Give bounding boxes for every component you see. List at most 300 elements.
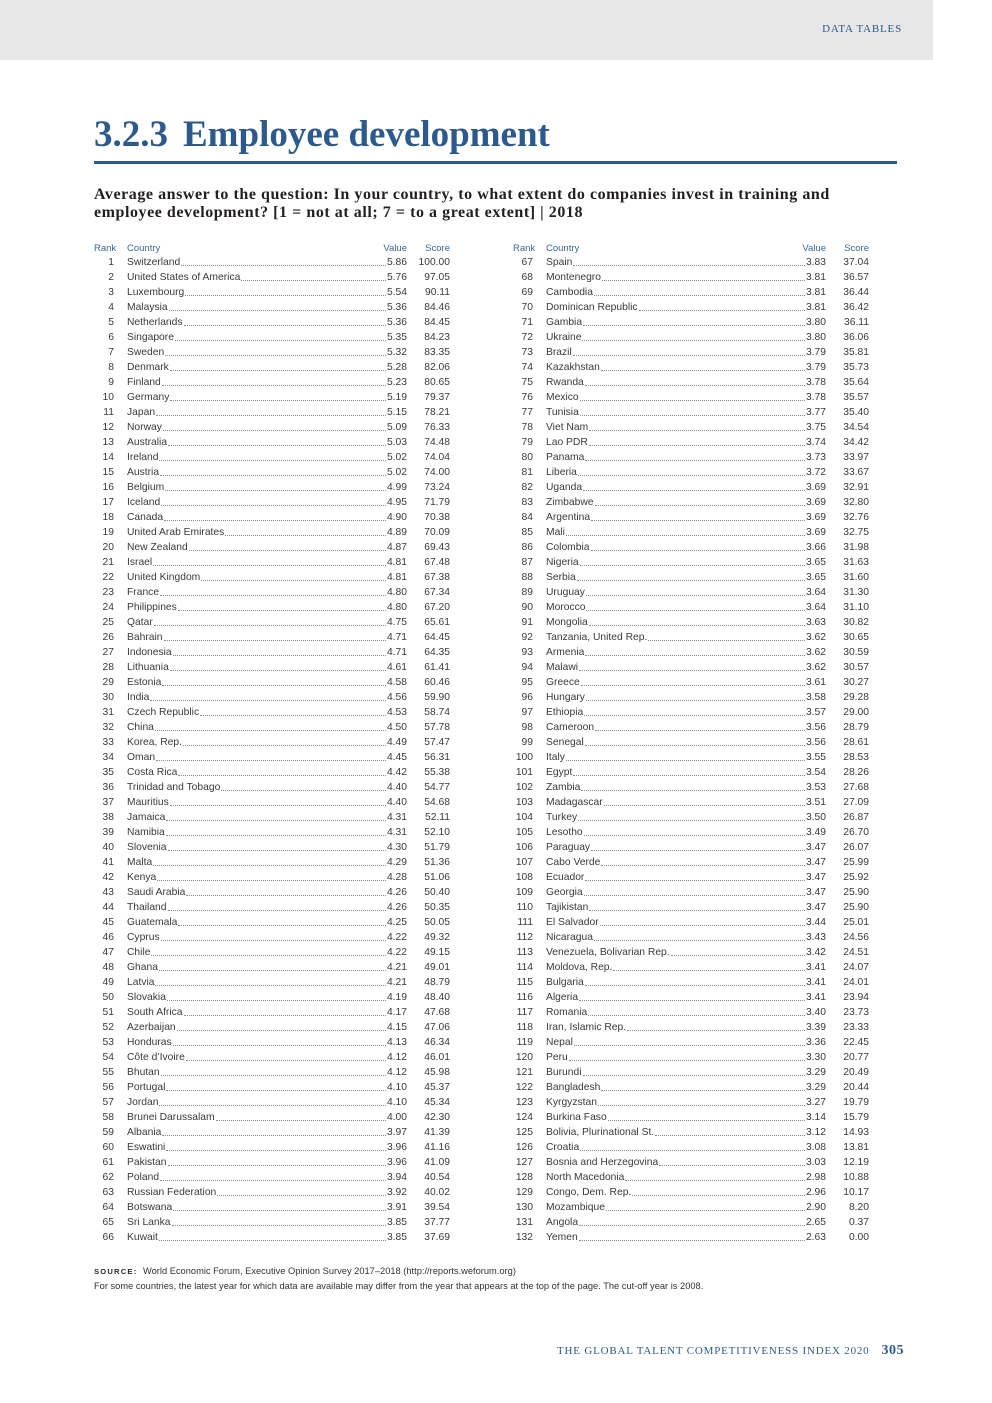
country-cell: Brazil [546,347,572,358]
value-cell: 3.47 [805,902,826,913]
country-value-group [127,1050,407,1065]
dot-leader [601,1090,805,1091]
country-value-group [546,285,826,300]
dot-leader [225,535,386,536]
country-cell: United Arab Emirates [127,527,225,538]
value-cell: 4.25 [386,917,407,928]
rank-cell: 54 [102,1052,114,1063]
rank-cell: 119 [516,1037,533,1048]
table-row [94,780,450,795]
score-cell: 50.05 [424,917,450,928]
rank-cell: 108 [515,872,533,883]
rank-cell: 30 [102,692,114,703]
score-cell: 48.79 [424,977,450,988]
value-cell: 3.51 [805,797,826,808]
value-cell: 3.54 [805,767,826,778]
dot-leader [602,280,805,281]
value-cell: 3.66 [805,542,826,553]
country-value-group [127,1065,407,1080]
rank-cell: 99 [521,737,533,748]
rank-cell: 71 [521,317,533,328]
country-cell: Rwanda [546,377,584,388]
value-cell: 3.03 [805,1157,826,1168]
country-value-group [127,885,407,900]
subtitle-line-2: employee development? [1 = not at all; 7 = to a great extent] | 2018 [94,204,583,221]
country-cell: Malaysia [127,302,168,313]
dot-leader [153,565,386,566]
table-row [513,1065,869,1080]
table-row [94,1230,450,1245]
value-cell: 4.71 [386,632,407,643]
table-row [513,405,869,420]
dot-leader [585,385,805,386]
score-cell: 30.57 [843,662,869,673]
dot-leader [168,445,386,446]
value-cell: 4.13 [386,1037,407,1048]
country-value-group [546,870,826,885]
rank-cell: 74 [521,362,533,373]
table-row [513,1035,869,1050]
country-value-group [546,900,826,915]
country-value-group [546,345,826,360]
dot-leader [608,1120,805,1121]
dot-leader [159,970,386,971]
dot-leader [166,1150,386,1151]
value-cell: 3.29 [805,1067,826,1078]
value-cell: 5.28 [386,362,407,373]
country-value-group [546,255,826,270]
value-cell: 4.90 [386,512,407,523]
table-row [513,375,869,390]
dot-leader [580,565,805,566]
country-cell: Canada [127,512,164,523]
country-value-group [546,330,826,345]
score-cell: 24.01 [843,977,869,988]
rank-cell: 60 [102,1142,114,1153]
rank-cell: 20 [102,542,114,553]
score-cell: 67.38 [424,572,450,583]
country-value-group [127,1005,407,1020]
country-cell: Bolivia, Plurinational St. [546,1127,655,1138]
country-cell: Bangladesh [546,1082,601,1093]
dot-leader [604,805,805,806]
dot-leader [581,685,805,686]
table-row [94,255,450,270]
rank-cell: 64 [102,1202,114,1213]
dot-leader [569,1060,805,1061]
country-value-group [127,1140,407,1155]
rank-cell: 82 [521,482,533,493]
rank-cell: 46 [102,932,114,943]
country-value-group [546,1200,826,1215]
dot-leader [170,370,386,371]
country-cell: Yemen [546,1232,578,1243]
dot-leader [168,1165,386,1166]
table-row [94,1005,450,1020]
rank-cell: 112 [516,932,533,943]
table-row [94,1125,450,1140]
table-row [94,915,450,930]
rank-cell: 15 [102,467,114,478]
score-cell: 36.57 [843,272,869,283]
country-value-group [127,630,407,645]
table-row [513,885,869,900]
value-cell: 4.19 [386,992,407,1003]
score-cell: 8.20 [848,1202,869,1213]
score-cell: 55.38 [424,767,450,778]
country-value-group [127,840,407,855]
country-cell: Lithuania [127,662,169,673]
score-cell: 52.11 [424,812,450,823]
score-cell: 49.01 [424,962,450,973]
country-value-group [127,870,407,885]
score-cell: 32.76 [843,512,869,523]
country-cell: Congo, Dem. Rep. [546,1187,632,1198]
table-row [94,975,450,990]
table-row [513,825,869,840]
dot-leader [241,280,386,281]
score-cell: 61.41 [424,662,450,673]
rank-cell: 113 [516,947,533,958]
value-cell: 4.87 [386,542,407,553]
country-value-group [546,840,826,855]
value-cell: 3.08 [805,1142,826,1153]
score-cell: 49.15 [424,947,450,958]
score-cell: 13.81 [843,1142,869,1153]
source-text: World Economic Forum, Executive Opinion Survey 2017–2018 (http://reports.weforum.org) [143,1266,516,1276]
table-row [513,1200,869,1215]
dot-leader [566,535,805,536]
dot-leader [201,580,386,581]
rank-cell: 65 [102,1217,114,1228]
country-value-group [546,1095,826,1110]
table-row [513,1050,869,1065]
value-cell: 2.98 [805,1172,826,1183]
table-row [513,795,869,810]
column-header-value: Value [383,243,407,254]
score-cell: 42.30 [424,1112,450,1123]
country-cell: Uganda [546,482,583,493]
table-row [513,975,869,990]
rank-cell: 16 [102,482,114,493]
country-cell: Brunei Darussalam [127,1112,215,1123]
country-value-group [127,735,407,750]
value-cell: 3.64 [805,587,826,598]
country-cell: Kenya [127,872,157,883]
score-cell: 45.98 [424,1067,450,1078]
country-cell: New Zealand [127,542,188,553]
rank-cell: 14 [102,452,114,463]
country-value-group [127,945,407,960]
table-row [513,810,869,825]
country-cell: Liberia [546,467,577,478]
rank-cell: 126 [515,1142,533,1153]
score-cell: 59.90 [424,692,450,703]
rank-cell: 111 [517,917,533,928]
value-cell: 4.31 [386,812,407,823]
rank-cell: 89 [521,587,533,598]
table-row [94,825,450,840]
rank-cell: 43 [102,887,114,898]
country-value-group [127,855,407,870]
rank-cell: 118 [516,1022,533,1033]
country-cell: Hungary [546,692,585,703]
country-cell: Zambia [546,782,581,793]
country-cell: Belgium [127,482,165,493]
table-row [94,465,450,480]
score-cell: 0.00 [848,1232,869,1243]
value-cell: 5.15 [386,407,407,418]
dot-leader [580,1150,805,1151]
country-cell: Argentina [546,512,591,523]
subtitle-line-1: Average answer to the question: In your country, to what extent do companies invest in training and [94,186,830,203]
score-cell: 15.79 [843,1112,869,1123]
dot-leader [600,925,805,926]
source-line [94,1264,516,1279]
table-row [513,1170,869,1185]
value-cell: 3.63 [805,617,826,628]
country-value-group [127,1125,407,1140]
value-cell: 4.22 [386,947,407,958]
country-cell: Nicaragua [546,932,593,943]
dot-leader [164,640,386,641]
dot-leader [156,415,386,416]
dot-leader [178,610,386,611]
country-value-group [127,720,407,735]
rank-cell: 45 [102,917,114,928]
country-cell: Germany [127,392,170,403]
score-cell: 41.09 [424,1157,450,1168]
country-value-group [546,525,826,540]
value-cell: 3.27 [805,1097,826,1108]
value-cell: 3.97 [386,1127,407,1138]
country-value-group [127,330,407,345]
table-header [513,242,869,255]
rank-cell: 36 [102,782,114,793]
dot-leader [178,925,386,926]
score-cell: 80.65 [424,377,450,388]
score-cell: 74.48 [424,437,450,448]
country-value-group [546,975,826,990]
rank-cell: 123 [515,1097,533,1108]
rank-cell: 90 [521,602,533,613]
rank-cell: 40 [102,842,114,853]
table-row [94,600,450,615]
country-cell: China [127,722,154,733]
table-row [513,1110,869,1125]
dot-leader [579,670,805,671]
table-row [513,1215,869,1230]
country-cell: Saudi Arabia [127,887,186,898]
country-value-group [546,270,826,285]
value-cell: 3.73 [805,452,826,463]
value-cell: 3.72 [805,467,826,478]
value-cell: 3.47 [805,857,826,868]
table-row [94,930,450,945]
country-value-group [127,1080,407,1095]
dot-leader [173,655,386,656]
rank-cell: 79 [521,437,533,448]
country-cell: Luxembourg [127,287,185,298]
dot-leader [585,745,805,746]
country-value-group [546,510,826,525]
value-cell: 5.32 [386,347,407,358]
dot-leader [601,865,805,866]
table-row [513,750,869,765]
value-cell: 3.58 [805,692,826,703]
country-value-group [546,1155,826,1170]
country-cell: Qatar [127,617,153,628]
dot-leader [162,385,386,386]
value-cell: 4.10 [386,1082,407,1093]
value-cell: 4.26 [386,902,407,913]
value-cell: 3.69 [805,527,826,538]
value-cell: 4.29 [386,857,407,868]
country-value-group [546,825,826,840]
country-value-group [546,405,826,420]
country-cell: Croatia [546,1142,580,1153]
country-value-group [546,795,826,810]
score-cell: 22.45 [843,1037,869,1048]
country-cell: Australia [127,437,168,448]
country-value-group [127,1035,407,1050]
dot-leader [589,910,805,911]
column-header-value: Value [802,243,826,254]
rank-cell: 8 [108,362,114,373]
value-cell: 3.85 [386,1217,407,1228]
dot-leader [166,1090,386,1091]
rank-cell: 11 [103,407,114,418]
table-row [94,675,450,690]
section-label: DATA TABLES [822,23,902,35]
score-cell: 46.34 [424,1037,450,1048]
value-cell: 3.42 [805,947,826,958]
score-cell: 31.63 [843,557,869,568]
country-value-group [546,735,826,750]
country-cell: Denmark [127,362,169,373]
country-cell: Sweden [127,347,165,358]
dot-leader [151,955,385,956]
table-row [94,1140,450,1155]
score-cell: 73.24 [424,482,450,493]
value-cell: 4.89 [386,527,407,538]
country-value-group [546,675,826,690]
table-row [94,690,450,705]
dot-leader [177,1030,386,1031]
score-cell: 79.37 [424,392,450,403]
country-cell: Zimbabwe [546,497,594,508]
data-table-right [513,242,869,1245]
table-row [513,855,869,870]
country-value-group [127,495,407,510]
rank-cell: 17 [102,497,114,508]
table-row [94,855,450,870]
country-value-group [546,1035,826,1050]
rank-cell: 34 [102,752,114,763]
country-cell: Chile [127,947,151,958]
table-row [513,690,869,705]
country-cell: Mozambique [546,1202,605,1213]
score-cell: 35.81 [843,347,869,358]
country-value-group [546,1185,826,1200]
country-cell: Senegal [546,737,584,748]
dot-leader [594,295,805,296]
value-cell: 4.95 [386,497,407,508]
table-row [513,285,869,300]
value-cell: 3.85 [386,1232,407,1243]
table-row [94,1020,450,1035]
country-cell: Cyprus [127,932,160,943]
dot-leader [216,1120,386,1121]
score-cell: 0.37 [848,1217,869,1228]
country-cell: Lao PDR [546,437,588,448]
table-row [513,765,869,780]
dot-leader [168,850,386,851]
country-value-group [127,255,407,270]
value-cell: 4.81 [386,557,407,568]
dot-leader [175,340,386,341]
country-cell: Ecuador [546,872,585,883]
table-row [513,660,869,675]
country-value-group [546,1110,826,1125]
score-cell: 40.54 [424,1172,450,1183]
country-value-group [127,360,407,375]
column-header-country: Country [127,243,161,254]
country-cell: Cameroon [546,722,595,733]
table-row [94,360,450,375]
dot-leader [170,400,386,401]
dot-leader [584,715,805,716]
country-cell: Bosnia and Herzegovina [546,1157,659,1168]
value-cell: 5.86 [386,257,407,268]
dot-leader [579,1240,805,1241]
score-cell: 37.04 [843,257,869,268]
rank-cell: 24 [102,602,114,613]
country-cell: Tajikistan [546,902,589,913]
table-row [513,585,869,600]
table-row [94,585,450,600]
table-row [94,270,450,285]
dot-leader [588,1015,805,1016]
dot-leader [574,1045,805,1046]
score-cell: 33.67 [843,467,869,478]
table-row [94,495,450,510]
table-row [513,705,869,720]
country-value-group [546,1215,826,1230]
dot-leader [162,685,386,686]
score-cell: 39.54 [424,1202,450,1213]
value-cell: 3.78 [805,377,826,388]
rank-cell: 10 [102,392,114,403]
value-cell: 3.91 [386,1202,407,1213]
rank-cell: 58 [102,1112,114,1123]
score-cell: 37.69 [424,1232,450,1243]
dot-leader [578,475,805,476]
score-cell: 70.09 [424,527,450,538]
country-value-group [127,975,407,990]
value-cell: 3.41 [805,992,826,1003]
table-row [513,780,869,795]
country-cell: North Macedonia [546,1172,625,1183]
country-value-group [127,300,407,315]
table-row [94,900,450,915]
table-row [513,960,869,975]
rank-cell: 102 [515,782,533,793]
rank-cell: 3 [108,287,114,298]
country-value-group [546,495,826,510]
table-row [94,1215,450,1230]
rank-cell: 2 [108,272,114,283]
